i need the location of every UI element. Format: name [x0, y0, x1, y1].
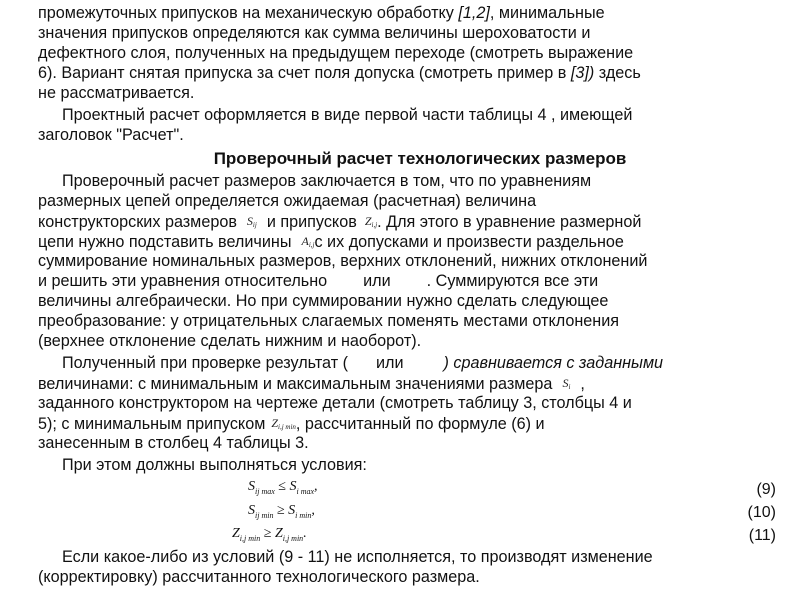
formula-11: $Z_{i,j min} \ge Z_{i,j min}$. — [232, 526, 307, 543]
symbol-z-ij-min: $Z_{i,j min}$ — [271, 416, 296, 431]
symbol-s-ij: $S_{ij}$ — [246, 214, 257, 229]
text-line: Проектный расчет оформляется в виде первой части таблицы 4 , имеющей — [62, 106, 633, 124]
formula-9: $S_{ij max} \le S_{i max}$, — [248, 479, 318, 496]
symbol-s-i: $S_i$ — [562, 376, 571, 391]
text-line: значения припусков определяются как сумма величины шероховатости и — [38, 24, 591, 42]
text-line — [38, 4, 605, 22]
text-line — [38, 232, 624, 254]
text-line: занесенным в столбец 4 таблицы 3. — [38, 434, 309, 452]
text-fragment: 6). Вариант снятая припуска за счет поля допуска (смотреть пример в — [38, 64, 571, 82]
equation-number: (10) — [747, 504, 776, 521]
symbol-a-ij: $A_{i,j}$ — [301, 234, 315, 249]
text-line — [38, 64, 641, 82]
text-line — [38, 414, 545, 436]
text-line — [62, 354, 663, 372]
text-fragment: 5); с минимальным припуском — [38, 415, 266, 433]
text-line — [38, 374, 585, 396]
text-line: заданного конструктором на чертеже детали (смотреть таблицу 3, столбцы 4 и — [38, 394, 632, 412]
text-fragment: и решить эти уравнения относительно — [38, 272, 328, 290]
text-fragment: или — [363, 272, 391, 290]
text-fragment: и припусков — [266, 213, 357, 231]
symbol-z-ij: $Z_{i,j}$ — [364, 214, 378, 229]
text-line: суммирование номинальных размеров, верхних отклонений, нижних отклонений — [38, 252, 648, 270]
text-line: дефектного слоя, полученных на предыдущем переходе (смотреть выражение — [38, 44, 634, 62]
text-fragment: промежуточных припусков на механическую обработку — [38, 4, 459, 22]
text-fragment: . Для этого в уравнение размерной — [377, 213, 642, 231]
text-fragment: здесь — [594, 64, 641, 82]
text-line — [38, 272, 598, 290]
citation: [3]) — [570, 64, 595, 82]
citation: [1,2] — [458, 4, 490, 22]
text-fragment: , — [580, 375, 585, 393]
text-line: (верхнее отклонение сделать нижним и наоборот). — [38, 332, 422, 350]
text-line — [38, 212, 641, 234]
text-fragment: величинами: с минимальным и максимальным значениями размера — [38, 375, 553, 393]
text-line: размерных цепей определяется ожидаемая (расчетная) величина — [38, 192, 537, 210]
text-line: При этом должны выполняться условия: — [62, 456, 367, 474]
text-line: величины алгебраически. Но при суммировании нужно сделать следующее — [38, 292, 609, 310]
text-line: заголовок "Расчет". — [38, 126, 184, 144]
text-fragment: цепи нужно подставить величины — [38, 233, 292, 251]
formula-10: $S_{ij min} \ge S_{i min}$, — [248, 503, 315, 520]
text-fragment: конструкторских размеров — [38, 213, 237, 231]
section-heading: Проверочный расчет технологических размеров — [213, 149, 627, 168]
text-fragment: с их допусками и произвести раздельное — [314, 233, 624, 251]
text-line: не рассматривается. — [38, 84, 195, 102]
text-fragment: ) сравнивается с заданными — [443, 354, 664, 372]
text-line: (корректировку) рассчитанного технологического размера. — [38, 568, 480, 586]
text-fragment: , рассчитанный по формуле (6) и — [295, 415, 545, 433]
text-line: Проверочный расчет размеров заключается в том, что по уравнениям — [62, 172, 592, 190]
text-line: Если какое-либо из условий (9 - 11) не исполняется, то производят изменение — [62, 548, 653, 566]
text-fragment: Полученный при проверке результат ( — [62, 354, 348, 372]
text-fragment: . Суммируются все эти — [426, 272, 599, 290]
equation-number: (11) — [748, 527, 776, 544]
text-fragment: , минимальные — [489, 4, 605, 22]
text-line: преобразование: у отрицательных слагаемых поменять местами отклонения — [38, 312, 620, 330]
text-fragment: или — [376, 354, 404, 372]
equation-number: (9) — [756, 481, 776, 498]
